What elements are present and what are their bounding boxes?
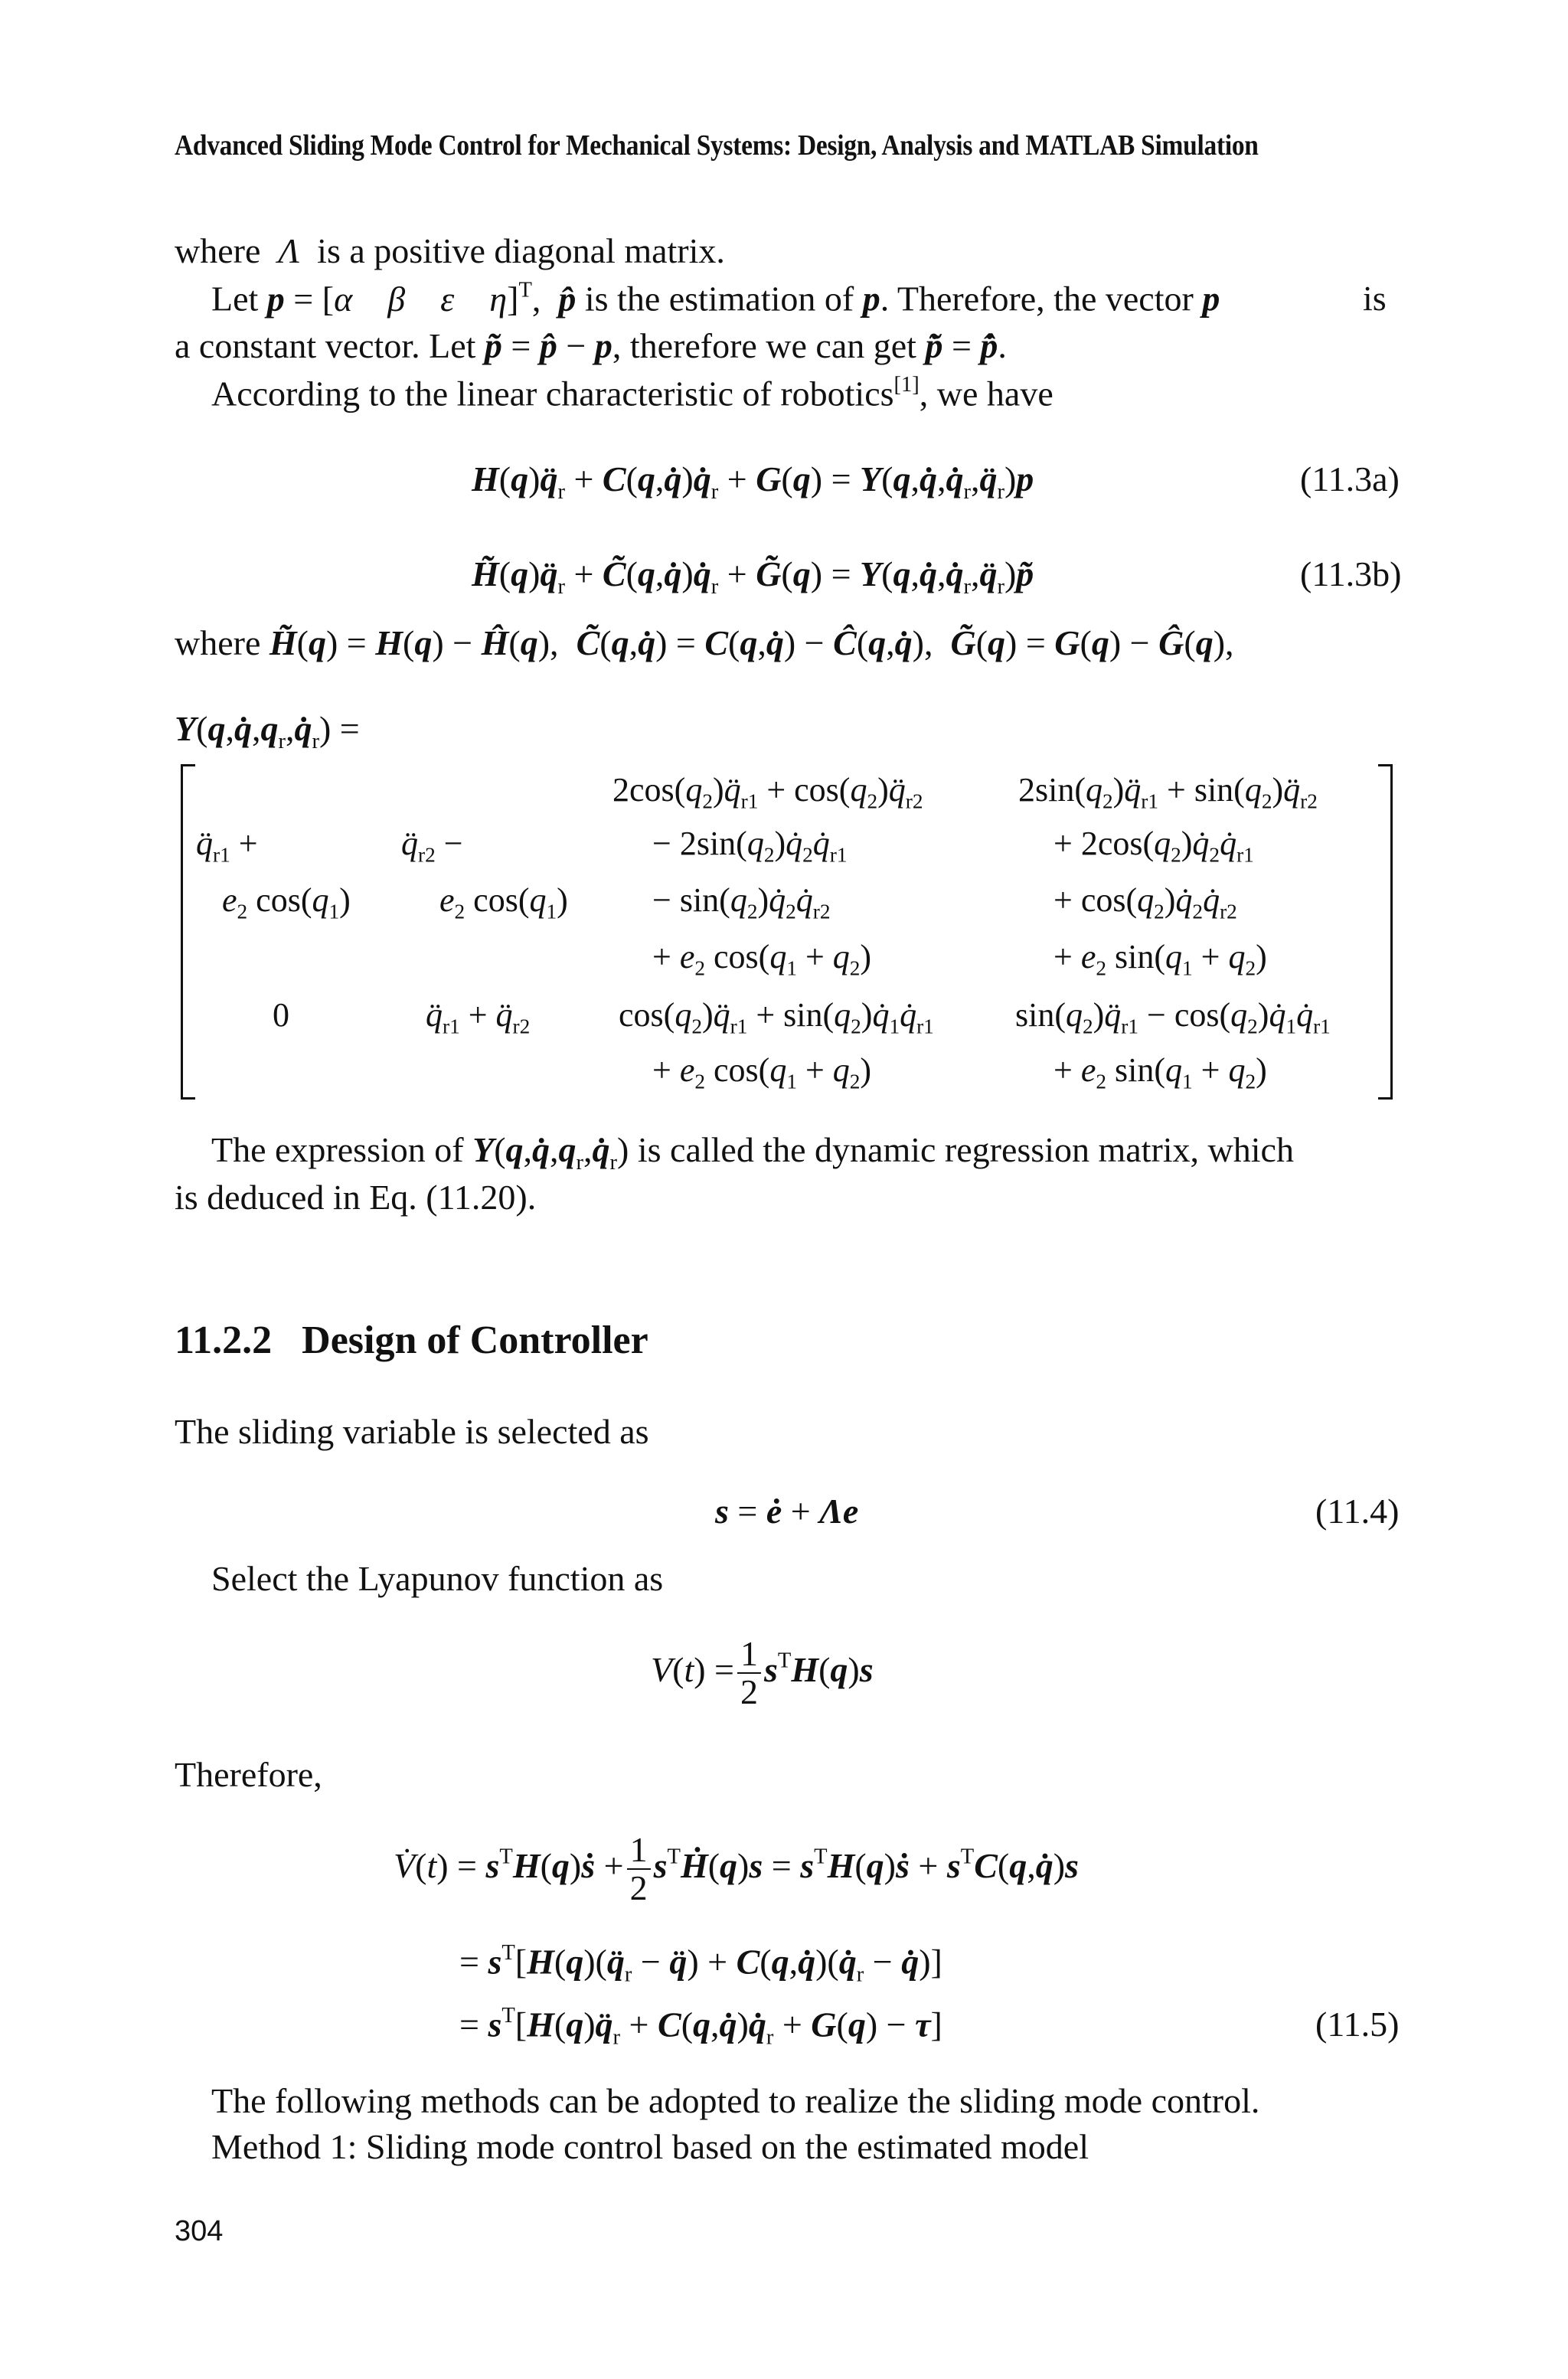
paragraph-let-p: Let p = [α β ε η]$^T$, p̂ is the estimation of p. Therefore, the vector p: [211, 278, 1220, 319]
equation-11-3a: $H(q)q̈_r$ + $C(q,q̇)q̇_r + G(q)$ = $Y(q,q̇,q̇_r,q̈_r)p$: [472, 459, 1034, 504]
matrix-cell-2-1: 0: [273, 996, 289, 1034]
matrix-cell-1-3c: − $\sin(q_2)q̇_2q̇_{r2}$: [652, 881, 831, 923]
section-title: Design of Controller: [302, 1319, 648, 1362]
paragraph-lambda: where Λ is a positive diagonal matrix.: [175, 231, 725, 270]
paragraph-lyapunov: Select the Lyapunov function as: [211, 1559, 664, 1598]
matrix-cell-1-2a: $q̈_{r2}$ −: [401, 825, 463, 867]
matrix-cell-2-4a: $\sin(q_2)q̈_{r1}$ − $\cos(q_2)q̇_1q̇_{r1}$: [1015, 996, 1331, 1038]
paragraph-methods: The following methods can be adopted to realize the sliding mode control.: [211, 2081, 1260, 2120]
running-head: Advanced Sliding Mode Control for Mechanical Systems: Design, Analysis and MATLAB Simulation: [175, 129, 1259, 162]
matrix-cell-1-3b: − $2\sin(q_2)q̇_2q̇_{r1}$: [652, 825, 848, 867]
matrix-cell-2-3b: + $e_2$ $\cos(q_1 + q_2)$: [652, 1051, 872, 1093]
paragraph-regression-2: is deduced in Eq. (11.20).: [175, 1178, 537, 1217]
matrix-cell-1-2b: $e_2$ $\cos(q_1)$: [439, 881, 568, 923]
matrix-cell-1-3d: + $e_2$ $\cos(q_1 + q_2)$: [652, 938, 872, 980]
section-number: 11.2.2: [175, 1319, 273, 1362]
citation-ref: [1]: [893, 373, 920, 397]
section-heading: [175, 1317, 648, 1364]
matrix-cell-2-2: $q̈_{r1}$ + $q̈_{r2}$: [426, 996, 531, 1038]
paragraph-regression-1: The expression of $Y(q,q̇,q_r,q̇_r)$ is called the dynamic regression matrix, which: [211, 1130, 1294, 1175]
page-number: 304: [175, 2215, 224, 2247]
lambda-desc: is a positive diagonal matrix.: [317, 231, 725, 270]
equation-number-11-4: (11.4): [1315, 1492, 1400, 1531]
matrix-cell-1-3a: $2\cos(q_2)q̈_{r1}$ + $\cos(q_2)q̈_{r2}$: [612, 771, 923, 813]
matrix-cell-1-1b: $e_2$ $\cos(q_1)$: [222, 881, 351, 923]
matrix-cell-1-1a: $q̈_{r1}$ +: [196, 825, 258, 867]
where-word: where: [175, 231, 261, 270]
equation-lyapunov: V(t) = $\frac{1}{2}$ $s^TH(q)s$: [651, 1634, 874, 1712]
equation-11-3b: $H̃(q)q̈_r$ + $C̃(q,q̇)q̇_r$ + G̃(q) = $Y(q,q̇,q̇_r,q̈_r)p̃$: [472, 554, 1034, 599]
equation-number-11-3b: (11.3b): [1300, 554, 1402, 593]
matrix-cell-2-3a: $\cos(q_2)q̈_{r1}$ + $\sin(q_2)q̇_1q̇_{r1}$: [619, 996, 934, 1038]
paragraph-therefore: Therefore,: [175, 1755, 322, 1794]
paragraph-constant-vector: a constant vector. Let p̃ = p̂ − p, therefore we can get p̃̇ = p̂̇.: [175, 326, 1007, 365]
matrix-cell-1-4b: + $2\cos(q_2)q̇_2q̇_{r1}$: [1054, 825, 1254, 867]
equation-number-11-5: (11.5): [1315, 2005, 1400, 2044]
paragraph-where-tilde: where H̃(q) = H(q) − Ĥ(q), C̃(q,q̇) = C(q,q̇) − Ĉ(q,q̇), G̃(q) = G(q) − Ĝ(q),: [175, 623, 1234, 662]
matrix-cell-1-4c: + $\cos(q_2)q̇_2q̇_{r2}$: [1054, 881, 1237, 923]
equation-vdot-line2: = $s^T[H(q)(q̈_r$ − q̈) + $C(q,q̇)(q̇_r$ − q̇)]: [459, 1941, 942, 1987]
regression-matrix-lhs: $Y(q,q̇,q_r,q̇_r)$ =: [175, 709, 360, 753]
paragraph-method-1: Method 1: Sliding mode control based on the estimated model: [211, 2127, 1089, 2166]
word-is: is: [1363, 279, 1387, 318]
equation-number-11-3a: (11.3a): [1300, 459, 1400, 498]
matrix-left-bracket: [181, 764, 195, 1100]
matrix-cell-2-4b: + $e_2$ $\sin(q_1 + q_2)$: [1054, 1051, 1267, 1093]
equation-vdot-line3: = $s^T[H(q)q̈_r$ + $C(q,q̇)q̇_r + G(q) - \tau$]: [459, 2004, 942, 2050]
matrix-cell-1-4a: $2\sin(q_2)q̈_{r1}$ + $\sin(q_2)q̈_{r2}$: [1018, 771, 1318, 813]
equation-11-4: s = ė + Λe: [715, 1492, 859, 1531]
matrix-cell-1-4d: + $e_2$ $\sin(q_1 + q_2)$: [1054, 938, 1267, 980]
equation-vdot-line1: V̇(t) = $s^TH(q)ṡ$ + $\frac{1}{2}$ $s^TḢ(q)s$ = $s^TH(q)ṡ$ + $s^TC(q,q̇)s$: [394, 1830, 1079, 1908]
matrix-right-bracket: [1378, 764, 1393, 1100]
paragraph-linear-characteristic: According to the linear characteristic of robotics[1], we have: [211, 373, 1054, 413]
paragraph-sliding-variable: The sliding variable is selected as: [175, 1412, 649, 1451]
